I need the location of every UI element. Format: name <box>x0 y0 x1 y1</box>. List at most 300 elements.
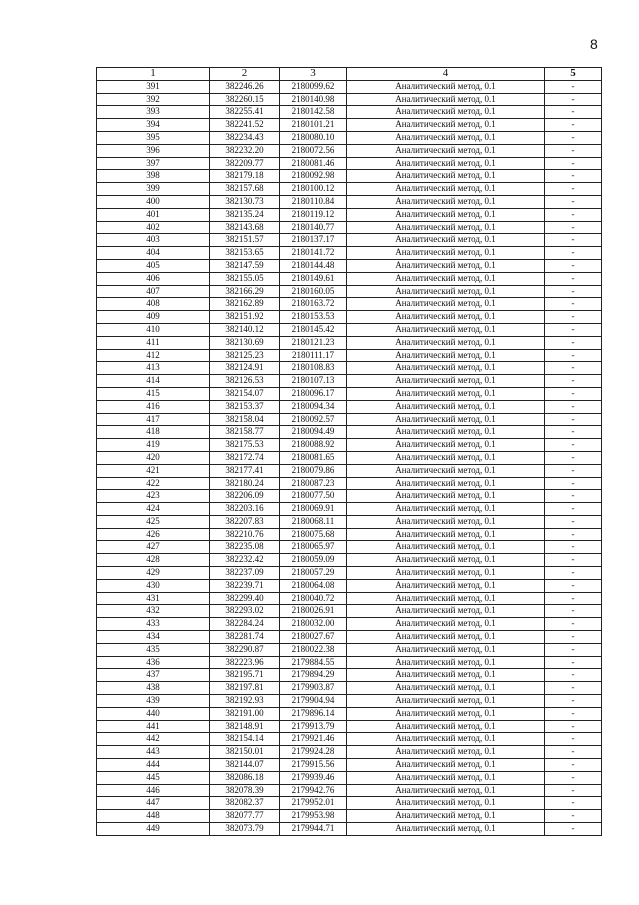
point-number-cell: 425 <box>97 515 210 528</box>
y-coordinate-cell: 2180163.72 <box>280 298 347 311</box>
description-cell: - <box>545 272 602 285</box>
table-body <box>97 80 602 835</box>
description-cell: - <box>545 707 602 720</box>
description-cell: - <box>545 733 602 746</box>
x-coordinate-cell: 382284.24 <box>210 618 280 631</box>
point-number-cell: 410 <box>97 323 210 336</box>
point-number-cell: 403 <box>97 234 210 247</box>
method-cell: Аналитический метод, 0.1 <box>347 682 545 695</box>
x-coordinate-cell: 382130.73 <box>210 195 280 208</box>
y-coordinate-cell: 2180065.97 <box>280 541 347 554</box>
x-coordinate-cell: 382166.29 <box>210 285 280 298</box>
point-number-cell: 411 <box>97 336 210 349</box>
x-coordinate-cell: 382197.81 <box>210 682 280 695</box>
x-coordinate-cell: 382162.89 <box>210 298 280 311</box>
method-cell: Аналитический метод, 0.1 <box>347 349 545 362</box>
method-cell: Аналитический метод, 0.1 <box>347 144 545 157</box>
method-cell: Аналитический метод, 0.1 <box>347 221 545 234</box>
column-header-description: 5 <box>545 68 602 81</box>
description-cell: - <box>545 541 602 554</box>
table-row <box>97 336 602 349</box>
point-number-cell: 400 <box>97 195 210 208</box>
method-cell: Аналитический метод, 0.1 <box>347 656 545 669</box>
point-number-cell: 440 <box>97 707 210 720</box>
y-coordinate-cell: 2180081.65 <box>280 451 347 464</box>
description-cell: - <box>545 579 602 592</box>
table-row <box>97 93 602 106</box>
description-cell: - <box>545 810 602 823</box>
point-number-cell: 422 <box>97 477 210 490</box>
point-number-cell: 431 <box>97 592 210 605</box>
table-row <box>97 464 602 477</box>
method-cell: Аналитический метод, 0.1 <box>347 131 545 144</box>
point-number-cell: 439 <box>97 695 210 708</box>
table-row <box>97 695 602 708</box>
y-coordinate-cell: 2180142.58 <box>280 106 347 119</box>
point-number-cell: 418 <box>97 426 210 439</box>
description-cell: - <box>545 221 602 234</box>
description-cell: - <box>545 477 602 490</box>
y-coordinate-cell: 2179921.46 <box>280 733 347 746</box>
y-coordinate-cell: 2180069.91 <box>280 503 347 516</box>
x-coordinate-cell: 382124.91 <box>210 362 280 375</box>
table-row <box>97 208 602 221</box>
x-coordinate-cell: 382073.79 <box>210 823 280 836</box>
point-number-cell: 432 <box>97 605 210 618</box>
description-cell: - <box>545 823 602 836</box>
description-cell: - <box>545 759 602 772</box>
y-coordinate-cell: 2180145.42 <box>280 323 347 336</box>
table-row <box>97 733 602 746</box>
point-number-cell: 412 <box>97 349 210 362</box>
description-cell: - <box>545 362 602 375</box>
y-coordinate-cell: 2180094.34 <box>280 400 347 413</box>
description-cell: - <box>545 771 602 784</box>
table-header <box>97 68 602 81</box>
description-cell: - <box>545 80 602 93</box>
method-cell: Аналитический метод, 0.1 <box>347 106 545 119</box>
method-cell: Аналитический метод, 0.1 <box>347 567 545 580</box>
point-number-cell: 392 <box>97 93 210 106</box>
point-number-cell: 391 <box>97 80 210 93</box>
method-cell: Аналитический метод, 0.1 <box>347 336 545 349</box>
table-row <box>97 515 602 528</box>
description-cell: - <box>545 400 602 413</box>
table-row <box>97 503 602 516</box>
method-cell: Аналитический метод, 0.1 <box>347 464 545 477</box>
x-coordinate-cell: 382157.68 <box>210 183 280 196</box>
description-cell: - <box>545 797 602 810</box>
y-coordinate-cell: 2180100.12 <box>280 183 347 196</box>
description-cell: - <box>545 387 602 400</box>
y-coordinate-cell: 2180077.50 <box>280 490 347 503</box>
point-number-cell: 424 <box>97 503 210 516</box>
point-number-cell: 429 <box>97 567 210 580</box>
x-coordinate-cell: 382177.41 <box>210 464 280 477</box>
description-cell: - <box>545 144 602 157</box>
point-number-cell: 394 <box>97 119 210 132</box>
method-cell: Аналитический метод, 0.1 <box>347 528 545 541</box>
table-row <box>97 144 602 157</box>
y-coordinate-cell: 2180032.00 <box>280 618 347 631</box>
table-row <box>97 400 602 413</box>
method-cell: Аналитический метод, 0.1 <box>347 631 545 644</box>
y-coordinate-cell: 2180068.11 <box>280 515 347 528</box>
description-cell: - <box>545 247 602 260</box>
method-cell: Аналитический метод, 0.1 <box>347 618 545 631</box>
x-coordinate-cell: 382078.39 <box>210 784 280 797</box>
table-row <box>97 592 602 605</box>
point-number-cell: 448 <box>97 810 210 823</box>
point-number-cell: 441 <box>97 720 210 733</box>
y-coordinate-cell: 2180153.53 <box>280 311 347 324</box>
table-row <box>97 413 602 426</box>
method-cell: Аналитический метод, 0.1 <box>347 695 545 708</box>
y-coordinate-cell: 2180059.09 <box>280 554 347 567</box>
method-cell: Аналитический метод, 0.1 <box>347 387 545 400</box>
y-coordinate-cell: 2180119.12 <box>280 208 347 221</box>
table-row <box>97 323 602 336</box>
description-cell: - <box>545 285 602 298</box>
method-cell: Аналитический метод, 0.1 <box>347 477 545 490</box>
table-row <box>97 259 602 272</box>
method-cell: Аналитический метод, 0.1 <box>347 592 545 605</box>
x-coordinate-cell: 382143.68 <box>210 221 280 234</box>
table-row <box>97 362 602 375</box>
method-cell: Аналитический метод, 0.1 <box>347 759 545 772</box>
description-cell: - <box>545 695 602 708</box>
point-number-cell: 414 <box>97 375 210 388</box>
method-cell: Аналитический метод, 0.1 <box>347 643 545 656</box>
x-coordinate-cell: 382232.20 <box>210 144 280 157</box>
point-number-cell: 393 <box>97 106 210 119</box>
x-coordinate-cell: 382290.87 <box>210 643 280 656</box>
point-number-cell: 413 <box>97 362 210 375</box>
x-coordinate-cell: 382203.16 <box>210 503 280 516</box>
point-number-cell: 417 <box>97 413 210 426</box>
description-cell: - <box>545 592 602 605</box>
table-row <box>97 451 602 464</box>
description-cell: - <box>545 567 602 580</box>
y-coordinate-cell: 2180160.05 <box>280 285 347 298</box>
x-coordinate-cell: 382148.91 <box>210 720 280 733</box>
point-number-cell: 449 <box>97 823 210 836</box>
method-cell: Аналитический метод, 0.1 <box>347 234 545 247</box>
x-coordinate-cell: 382260.15 <box>210 93 280 106</box>
description-cell: - <box>545 375 602 388</box>
point-number-cell: 420 <box>97 451 210 464</box>
table-row <box>97 170 602 183</box>
x-coordinate-cell: 382158.77 <box>210 426 280 439</box>
x-coordinate-cell: 382086.18 <box>210 771 280 784</box>
table-row <box>97 682 602 695</box>
description-cell: - <box>545 298 602 311</box>
y-coordinate-cell: 2180101.21 <box>280 119 347 132</box>
description-cell: - <box>545 93 602 106</box>
point-number-cell: 419 <box>97 439 210 452</box>
description-cell: - <box>545 528 602 541</box>
point-number-cell: 444 <box>97 759 210 772</box>
method-cell: Аналитический метод, 0.1 <box>347 503 545 516</box>
x-coordinate-cell: 382281.74 <box>210 631 280 644</box>
x-coordinate-cell: 382209.77 <box>210 157 280 170</box>
method-cell: Аналитический метод, 0.1 <box>347 413 545 426</box>
table-row <box>97 605 602 618</box>
x-coordinate-cell: 382180.24 <box>210 477 280 490</box>
point-number-cell: 402 <box>97 221 210 234</box>
point-number-cell: 430 <box>97 579 210 592</box>
point-number-cell: 398 <box>97 170 210 183</box>
y-coordinate-cell: 2180108.83 <box>280 362 347 375</box>
point-number-cell: 433 <box>97 618 210 631</box>
y-coordinate-cell: 2180121.23 <box>280 336 347 349</box>
y-coordinate-cell: 2180141.72 <box>280 247 347 260</box>
description-cell: - <box>545 195 602 208</box>
table-row <box>97 707 602 720</box>
table-row <box>97 656 602 669</box>
x-coordinate-cell: 382153.65 <box>210 247 280 260</box>
table-row <box>97 477 602 490</box>
table-row <box>97 195 602 208</box>
y-coordinate-cell: 2179952.01 <box>280 797 347 810</box>
description-cell: - <box>545 656 602 669</box>
method-cell: Аналитический метод, 0.1 <box>347 810 545 823</box>
method-cell: Аналитический метод, 0.1 <box>347 208 545 221</box>
description-cell: - <box>545 451 602 464</box>
table-row <box>97 439 602 452</box>
column-header-method: 4 <box>347 68 545 81</box>
table-row <box>97 106 602 119</box>
x-coordinate-cell: 382140.12 <box>210 323 280 336</box>
table-row <box>97 759 602 772</box>
x-coordinate-cell: 382158.04 <box>210 413 280 426</box>
y-coordinate-cell: 2179903.87 <box>280 682 347 695</box>
table-row <box>97 426 602 439</box>
table-row <box>97 528 602 541</box>
description-cell: - <box>545 234 602 247</box>
y-coordinate-cell: 2180099.62 <box>280 80 347 93</box>
table-row <box>97 131 602 144</box>
description-cell: - <box>545 183 602 196</box>
y-coordinate-cell: 2180057.29 <box>280 567 347 580</box>
y-coordinate-cell: 2180149.61 <box>280 272 347 285</box>
x-coordinate-cell: 382125.23 <box>210 349 280 362</box>
x-coordinate-cell: 382172.74 <box>210 451 280 464</box>
table-row <box>97 387 602 400</box>
method-cell: Аналитический метод, 0.1 <box>347 579 545 592</box>
table-row <box>97 375 602 388</box>
y-coordinate-cell: 2179884.55 <box>280 656 347 669</box>
y-coordinate-cell: 2179915.56 <box>280 759 347 772</box>
x-coordinate-cell: 382147.59 <box>210 259 280 272</box>
table-row <box>97 797 602 810</box>
table-row <box>97 771 602 784</box>
x-coordinate-cell: 382154.14 <box>210 733 280 746</box>
y-coordinate-cell: 2179924.28 <box>280 746 347 759</box>
y-coordinate-cell: 2180092.57 <box>280 413 347 426</box>
y-coordinate-cell: 2180064.08 <box>280 579 347 592</box>
x-coordinate-cell: 382154.07 <box>210 387 280 400</box>
table-row <box>97 784 602 797</box>
method-cell: Аналитический метод, 0.1 <box>347 157 545 170</box>
method-cell: Аналитический метод, 0.1 <box>347 183 545 196</box>
point-number-cell: 434 <box>97 631 210 644</box>
table-row <box>97 720 602 733</box>
x-coordinate-cell: 382082.37 <box>210 797 280 810</box>
x-coordinate-cell: 382192.93 <box>210 695 280 708</box>
point-number-cell: 442 <box>97 733 210 746</box>
y-coordinate-cell: 2180092.98 <box>280 170 347 183</box>
method-cell: Аналитический метод, 0.1 <box>347 195 545 208</box>
description-cell: - <box>545 131 602 144</box>
method-cell: Аналитический метод, 0.1 <box>347 823 545 836</box>
point-number-cell: 408 <box>97 298 210 311</box>
method-cell: Аналитический метод, 0.1 <box>347 80 545 93</box>
point-number-cell: 409 <box>97 311 210 324</box>
point-number-cell: 428 <box>97 554 210 567</box>
description-cell: - <box>545 682 602 695</box>
y-coordinate-cell: 2180080.10 <box>280 131 347 144</box>
table-row <box>97 349 602 362</box>
point-number-cell: 435 <box>97 643 210 656</box>
x-coordinate-cell: 382151.57 <box>210 234 280 247</box>
method-cell: Аналитический метод, 0.1 <box>347 170 545 183</box>
method-cell: Аналитический метод, 0.1 <box>347 272 545 285</box>
column-header-x: 2 <box>210 68 280 81</box>
point-number-cell: 399 <box>97 183 210 196</box>
y-coordinate-cell: 2179894.29 <box>280 669 347 682</box>
description-cell: - <box>545 413 602 426</box>
description-cell: - <box>545 490 602 503</box>
table-row <box>97 579 602 592</box>
y-coordinate-cell: 2179942.76 <box>280 784 347 797</box>
point-number-cell: 443 <box>97 746 210 759</box>
y-coordinate-cell: 2180022.38 <box>280 643 347 656</box>
method-cell: Аналитический метод, 0.1 <box>347 733 545 746</box>
description-cell: - <box>545 554 602 567</box>
description-cell: - <box>545 464 602 477</box>
table-row <box>97 823 602 836</box>
description-cell: - <box>545 631 602 644</box>
point-number-cell: 445 <box>97 771 210 784</box>
point-number-cell: 396 <box>97 144 210 157</box>
description-cell: - <box>545 170 602 183</box>
point-number-cell: 407 <box>97 285 210 298</box>
table-row <box>97 643 602 656</box>
y-coordinate-cell: 2180081.46 <box>280 157 347 170</box>
y-coordinate-cell: 2180107.13 <box>280 375 347 388</box>
point-number-cell: 436 <box>97 656 210 669</box>
y-coordinate-cell: 2180079.86 <box>280 464 347 477</box>
y-coordinate-cell: 2180075.68 <box>280 528 347 541</box>
point-number-cell: 395 <box>97 131 210 144</box>
y-coordinate-cell: 2180096.17 <box>280 387 347 400</box>
method-cell: Аналитический метод, 0.1 <box>347 541 545 554</box>
table-row <box>97 183 602 196</box>
description-cell: - <box>545 426 602 439</box>
y-coordinate-cell: 2179904.94 <box>280 695 347 708</box>
y-coordinate-cell: 2180027.67 <box>280 631 347 644</box>
y-coordinate-cell: 2180111.17 <box>280 349 347 362</box>
column-header-point: 1 <box>97 68 210 81</box>
y-coordinate-cell: 2180094.49 <box>280 426 347 439</box>
method-cell: Аналитический метод, 0.1 <box>347 669 545 682</box>
method-cell: Аналитический метод, 0.1 <box>347 797 545 810</box>
method-cell: Аналитический метод, 0.1 <box>347 285 545 298</box>
x-coordinate-cell: 382179.18 <box>210 170 280 183</box>
x-coordinate-cell: 382239.71 <box>210 579 280 592</box>
x-coordinate-cell: 382293.02 <box>210 605 280 618</box>
x-coordinate-cell: 382235.08 <box>210 541 280 554</box>
x-coordinate-cell: 382130.69 <box>210 336 280 349</box>
x-coordinate-cell: 382206.09 <box>210 490 280 503</box>
x-coordinate-cell: 382151.92 <box>210 311 280 324</box>
point-number-cell: 415 <box>97 387 210 400</box>
y-coordinate-cell: 2179944.71 <box>280 823 347 836</box>
description-cell: - <box>545 323 602 336</box>
method-cell: Аналитический метод, 0.1 <box>347 771 545 784</box>
point-number-cell: 405 <box>97 259 210 272</box>
method-cell: Аналитический метод, 0.1 <box>347 707 545 720</box>
method-cell: Аналитический метод, 0.1 <box>347 93 545 106</box>
description-cell: - <box>545 157 602 170</box>
description-cell: - <box>545 669 602 682</box>
x-coordinate-cell: 382234.43 <box>210 131 280 144</box>
y-coordinate-cell: 2180072.56 <box>280 144 347 157</box>
x-coordinate-cell: 382210.76 <box>210 528 280 541</box>
table-row <box>97 567 602 580</box>
point-number-cell: 438 <box>97 682 210 695</box>
method-cell: Аналитический метод, 0.1 <box>347 259 545 272</box>
point-number-cell: 446 <box>97 784 210 797</box>
table-row <box>97 618 602 631</box>
coordinates-table <box>96 67 602 836</box>
method-cell: Аналитический метод, 0.1 <box>347 490 545 503</box>
table-row <box>97 247 602 260</box>
method-cell: Аналитический метод, 0.1 <box>347 247 545 260</box>
x-coordinate-cell: 382144.07 <box>210 759 280 772</box>
x-coordinate-cell: 382299.40 <box>210 592 280 605</box>
method-cell: Аналитический метод, 0.1 <box>347 554 545 567</box>
method-cell: Аналитический метод, 0.1 <box>347 746 545 759</box>
description-cell: - <box>545 618 602 631</box>
x-coordinate-cell: 382207.83 <box>210 515 280 528</box>
x-coordinate-cell: 382175.53 <box>210 439 280 452</box>
method-cell: Аналитический метод, 0.1 <box>347 375 545 388</box>
y-coordinate-cell: 2179896.14 <box>280 707 347 720</box>
method-cell: Аналитический метод, 0.1 <box>347 451 545 464</box>
point-number-cell: 401 <box>97 208 210 221</box>
x-coordinate-cell: 382223.96 <box>210 656 280 669</box>
table-row <box>97 669 602 682</box>
point-number-cell: 423 <box>97 490 210 503</box>
method-cell: Аналитический метод, 0.1 <box>347 784 545 797</box>
y-coordinate-cell: 2180110.84 <box>280 195 347 208</box>
method-cell: Аналитический метод, 0.1 <box>347 605 545 618</box>
y-coordinate-cell: 2179953.98 <box>280 810 347 823</box>
method-cell: Аналитический метод, 0.1 <box>347 323 545 336</box>
method-cell: Аналитический метод, 0.1 <box>347 426 545 439</box>
description-cell: - <box>545 311 602 324</box>
description-cell: - <box>545 605 602 618</box>
x-coordinate-cell: 382150.01 <box>210 746 280 759</box>
y-coordinate-cell: 2180026.91 <box>280 605 347 618</box>
y-coordinate-cell: 2180040.72 <box>280 592 347 605</box>
y-coordinate-cell: 2180137.17 <box>280 234 347 247</box>
description-cell: - <box>545 643 602 656</box>
table-row <box>97 810 602 823</box>
method-cell: Аналитический метод, 0.1 <box>347 119 545 132</box>
